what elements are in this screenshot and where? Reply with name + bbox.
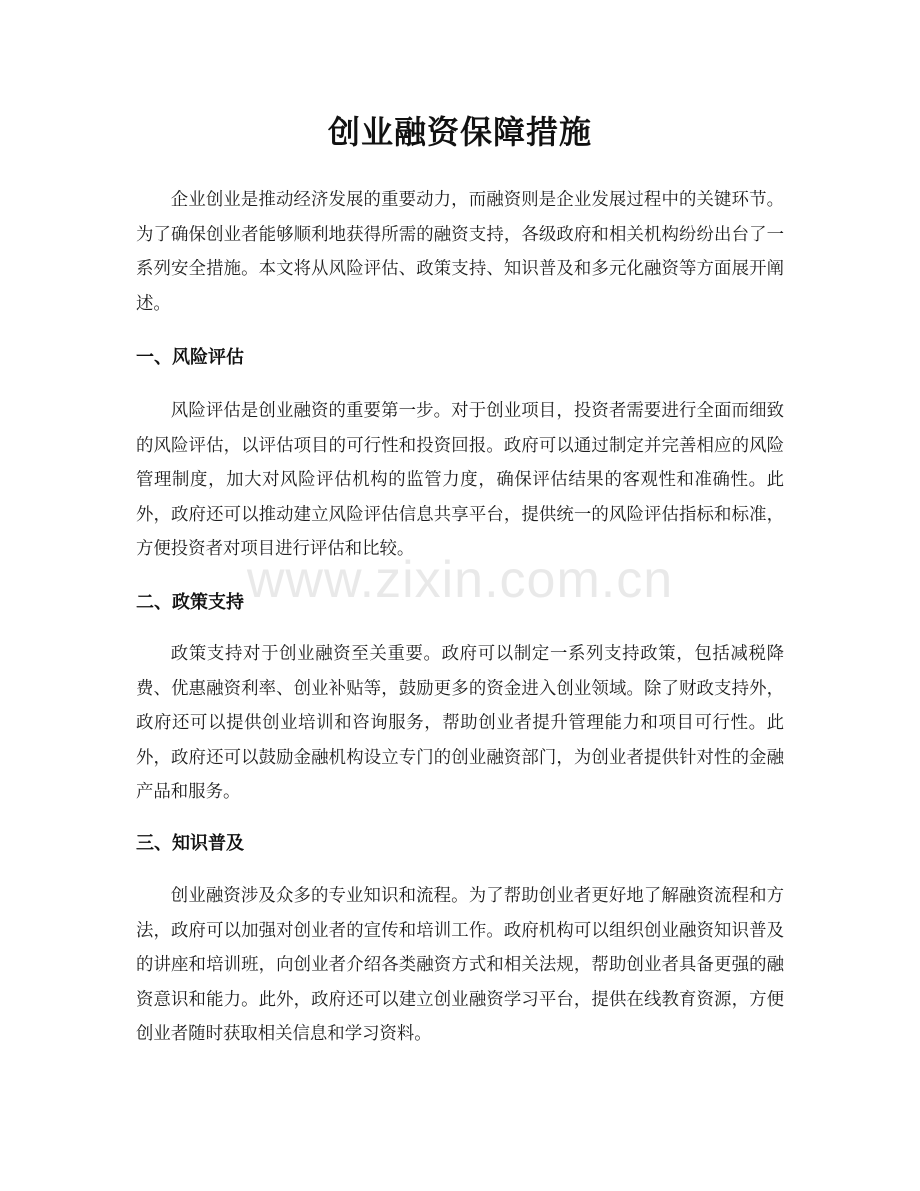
section-heading-knowledge: 三、知识普及	[136, 833, 244, 854]
section-body-risk-assessment: 风险评估是创业融资的重要第一步。对于创业项目，投资者需要进行全面而细致的风险评估，以评估项目的可行性和投资回报。政府可以通过制定并完善相应的风险管理制度，加大对风险评估机构的监管力度，确保评估结果的客观性和准确性。此外，政府还可以推动建立风险评估信息共享平台，提供统一的风险评估指标和标准，方便投资者对项目进行评估和比较。	[136, 401, 784, 559]
section-heading-policy-support: 二、政策支持	[136, 592, 244, 613]
watermark: www.zixin.com.cn	[246, 551, 674, 609]
intro-paragraph: 企业创业是推动经济发展的重要动力，而融资则是企业发展过程中的关键环节。为了确保创业者能够顺利地获得所需的融资支持，各级政府和相关机构纷纷出台了一系列安全措施。本文将从风险评估、政策支持、知识普及和多元化融资等方面展开阐述。	[136, 190, 784, 314]
document-title: 创业融资保障措施	[327, 113, 592, 151]
section-heading-risk-assessment: 一、风险评估	[136, 347, 244, 368]
section-body-policy-support: 政策支持对于创业融资至关重要。政府可以制定一系列支持政策，包括减税降费、优惠融资利率、创业补贴等，鼓励更多的资金进入创业领域。除了财政支持外，政府还可以提供创业培训和咨询服务，帮助创业者提升管理能力和项目可行性。此外，政府还可以鼓励金融机构设立专门的创业融资部门，为创业者提供针对性的金融产品和服务。	[136, 644, 784, 802]
section-body-knowledge: 创业融资涉及众多的专业知识和流程。为了帮助创业者更好地了解融资流程和方法，政府可以加强对创业者的宣传和培训工作。政府机构可以组织创业融资知识普及的讲座和培训班，向创业者介绍各类融资方式和相关法规，帮助创业者具备更强的融资意识和能力。此外，政府还可以建立创业融资学习平台，提供在线教育资源，方便创业者随时获取相关信息和学习资料。	[136, 886, 784, 1044]
